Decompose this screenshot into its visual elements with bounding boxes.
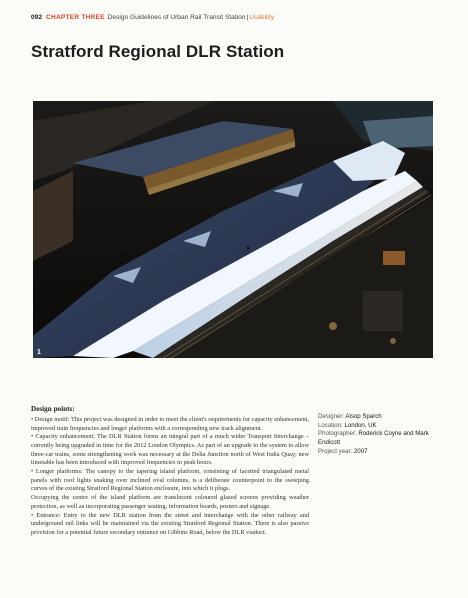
- credit-year: [318, 448, 440, 457]
- header-separator: |: [246, 14, 249, 21]
- section-label: Usability: [249, 14, 275, 21]
- credit-photographer: [318, 430, 440, 447]
- credit-location: [318, 422, 440, 431]
- design-point-paragraph: • Capacity enhancement: The DLR Station forms an integral part of a much wider Transport Interchange – currently being upgraded in time for the 2012 London Olympics. As part of an upgrade to the system to allow three-car trains, some strengthening work was necessary at the Delta Junction north of West India Quay; new timetable has been introduced with improved frequencies in peak hours.: [31, 433, 309, 467]
- designer-label: Designer:: [318, 413, 345, 420]
- project-credits: [318, 413, 440, 456]
- page-title: Stratford Regional DLR Station: [31, 42, 285, 61]
- designer-value: Alsop Sparch: [345, 413, 382, 420]
- chapter-description: Design Guidelines of Urban Rail Transit Station: [107, 14, 246, 21]
- design-point-paragraph: • Entrance: Entry to the new DLR station from the street and interchange with the other railway and underground rail links will be maintained via the existing Stratford Regional Station. There is also passive provision for a potential future secondary entrance on Gibbins Road, below the DLR viaduct.: [31, 511, 309, 536]
- design-point-paragraph: • Longer platforms: The canopy to the tapering island platform, consisting of facetted triangulated metal panels with roof lights snaking over inclined oval columns, is a deliberate counterpoint to the sweeping curves of the existing Stratford Regional Station enclosure, into which it plugs.: [31, 468, 309, 493]
- photographer-value: Roderick Coyne and Mark Endicott: [318, 430, 429, 446]
- location-value: London, UK: [344, 421, 377, 429]
- credit-designer: [318, 413, 440, 422]
- location-label: Location:: [318, 421, 343, 429]
- station-night-aerial-image: [33, 101, 433, 358]
- photographer-label: Photographer:: [318, 430, 357, 438]
- station-photo: [33, 101, 433, 358]
- photo-number: 1: [37, 349, 41, 356]
- year-value: 2007: [353, 447, 368, 455]
- design-point-paragraph: Occupying the centre of the island platform are translucent coloured glazed screens providing weather protection, as well as incorporating passenger seating, information boards, posters and signage.: [31, 494, 309, 510]
- design-point-paragraph: • Design motif: This project was designed in order to meet the client's requirements for capacity enhancement, improved train frequencies and longer platforms with a corresponding new track alignment.: [31, 415, 309, 432]
- chapter-label: CHAPTER THREE: [46, 14, 105, 21]
- year-label: Project year:: [318, 447, 353, 455]
- running-header: [31, 14, 441, 28]
- design-points-heading: Design points:: [31, 405, 75, 413]
- design-points: [31, 405, 309, 538]
- page-number: 092: [31, 14, 43, 21]
